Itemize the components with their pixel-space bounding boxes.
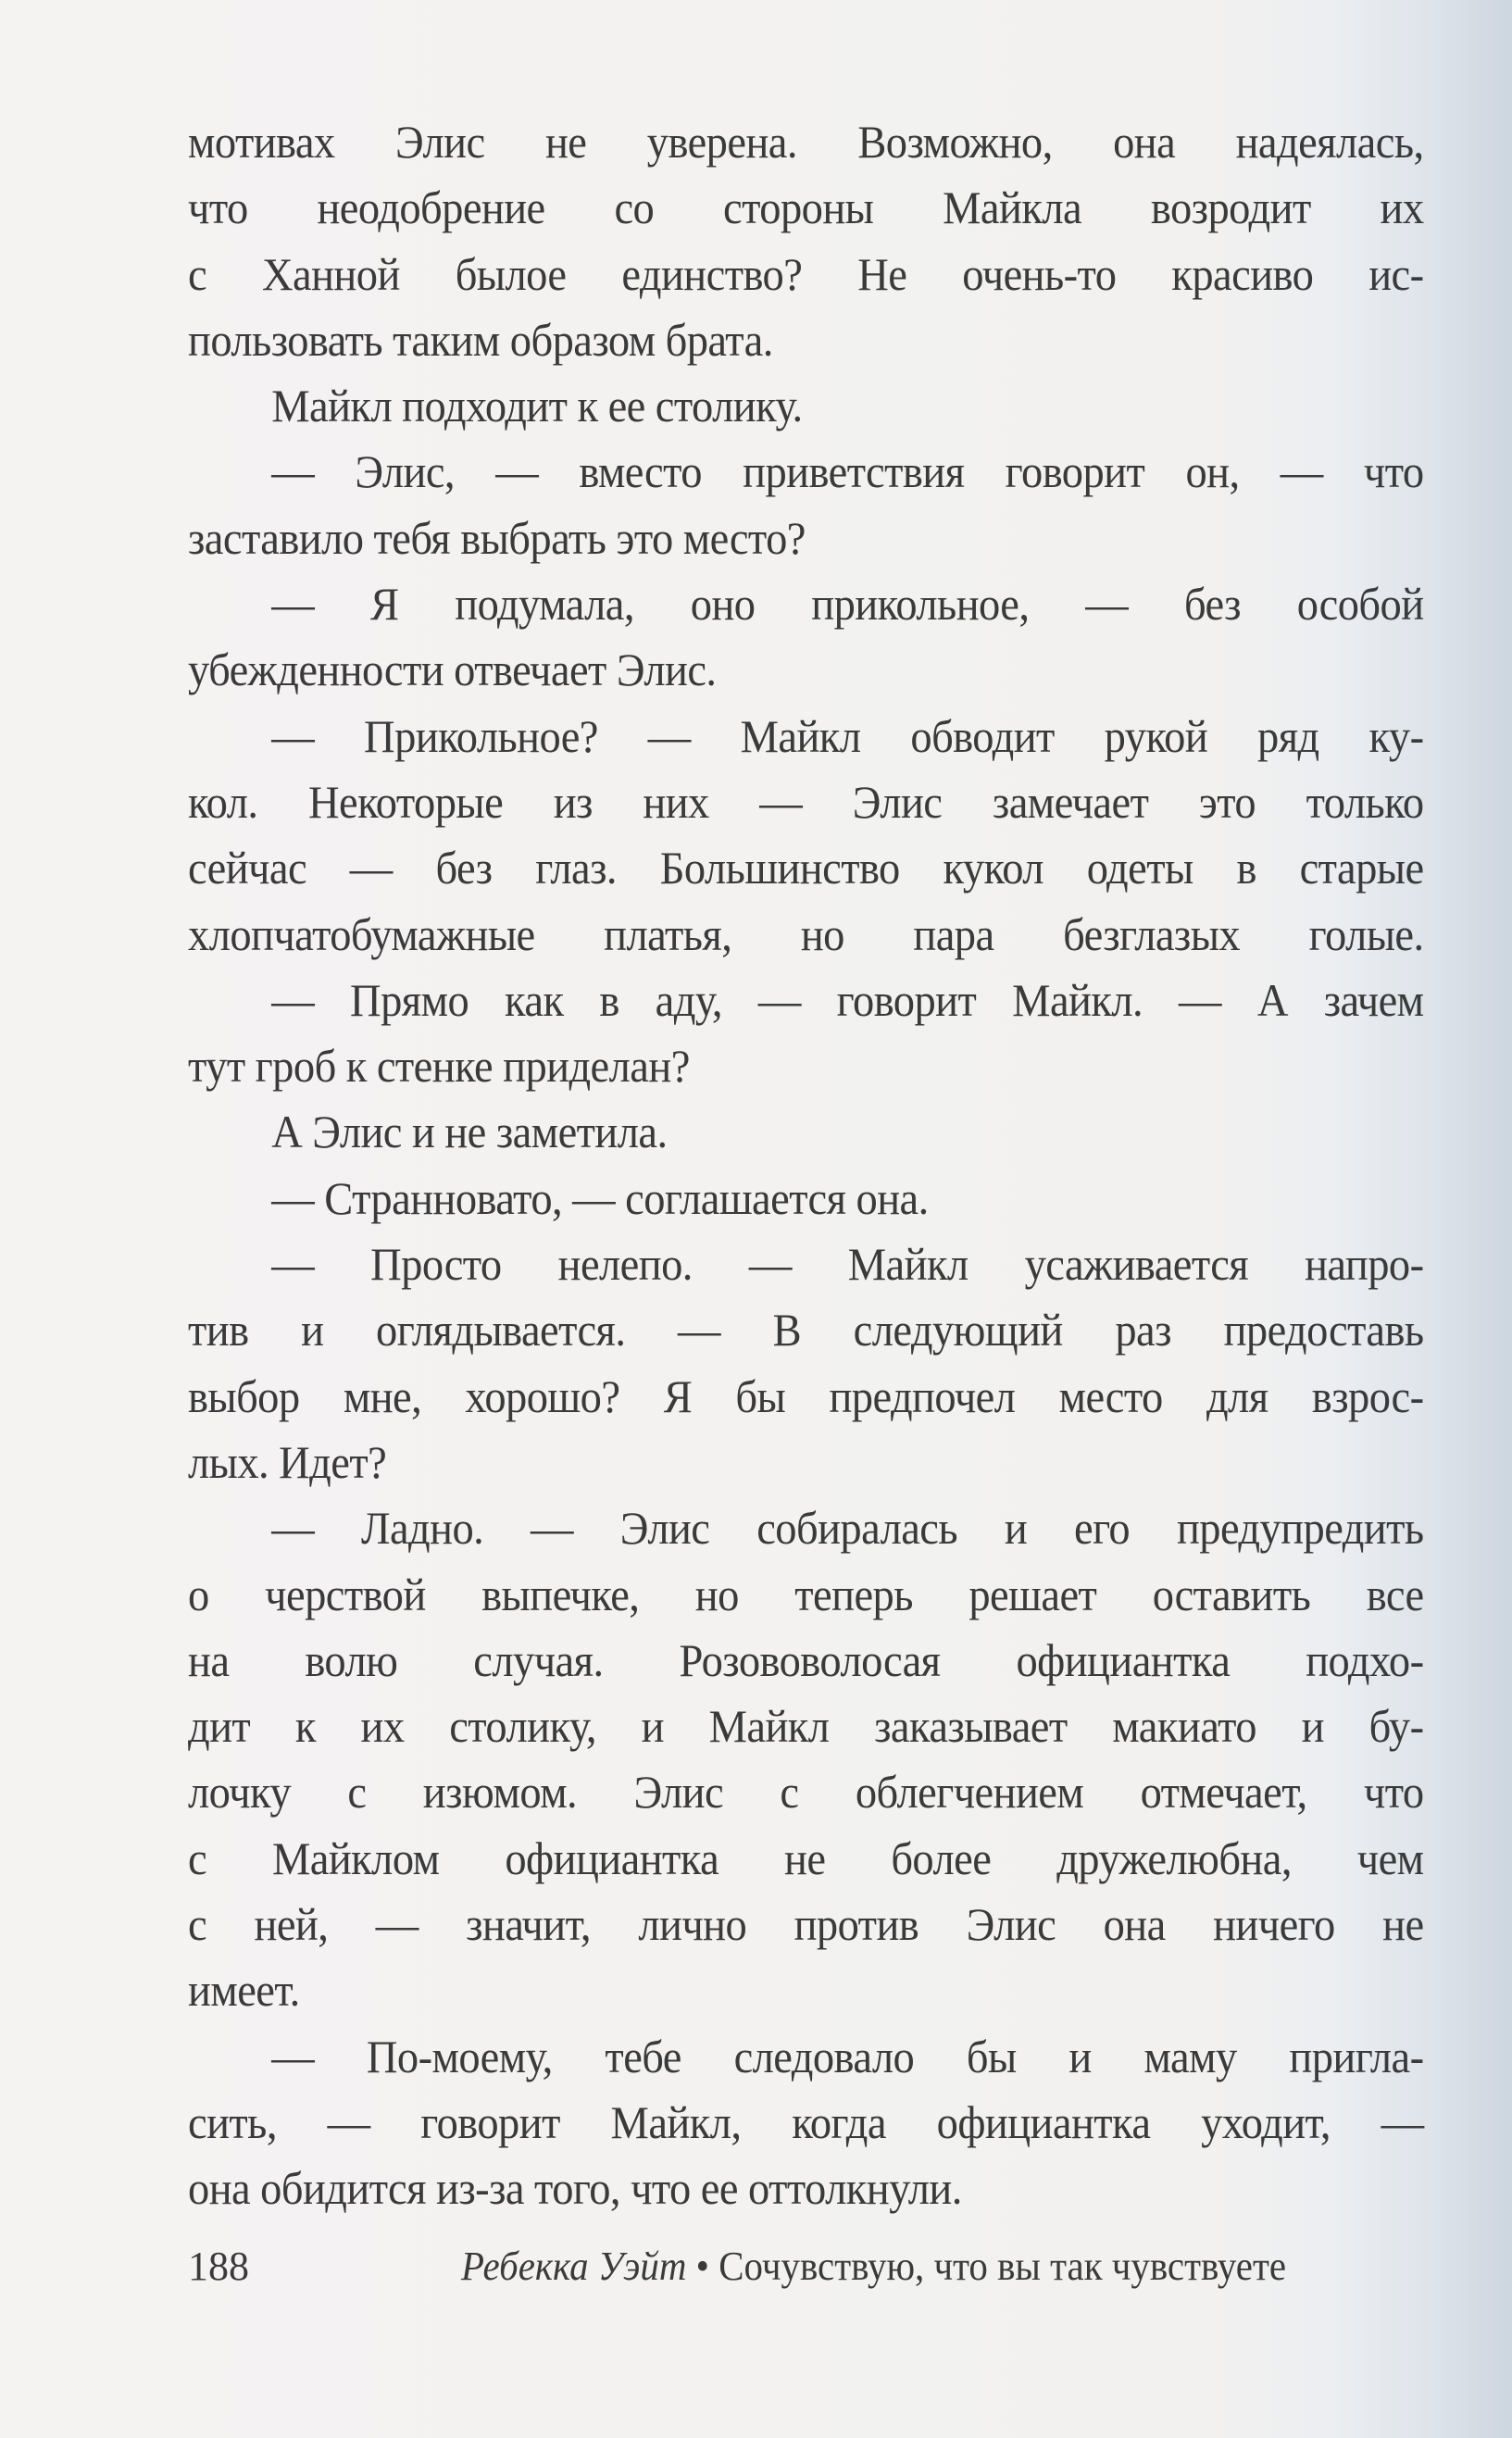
text-line: — Просто нелепо. — Майкл усаживается напро- (271, 1238, 1424, 1291)
body-text (188, 109, 1424, 2222)
text-line: с Майклом официантка не более дружелюбна, чем (188, 1832, 1424, 1884)
text-line: — Странновато, — соглашается она. (271, 1171, 929, 1224)
text-line: Майкл подходит к ее столику. (271, 380, 803, 432)
book-title: Сочувствую, что вы так чувствуете (719, 2244, 1287, 2289)
text-line: лых. Идет? (188, 1435, 387, 1488)
page-number: 188 (188, 2244, 249, 2289)
text-line: с ней, — значит, лично против Элис она ничего не (188, 1898, 1424, 1951)
author-name: Ребекка Уэйт (461, 2244, 687, 2289)
text-line: — По-моему, тебе следовало бы и маму пригла- (271, 2030, 1424, 2082)
text-line: лочку с изюмом. Элис с облегчением отмечает, что (188, 1766, 1424, 1819)
text-line: убежденности отвечает Элис. (188, 644, 717, 696)
text-line: на волю случая. Розововолосая официантка подхо- (188, 1633, 1424, 1686)
text-line: выбор мне, хорошо? Я бы предпочел место для взрос- (188, 1369, 1424, 1422)
text-line: пользовать таким образом брата. (188, 313, 773, 366)
text-line: дит к их столику, и Майкл заказывает макиато и бу- (188, 1700, 1424, 1753)
text-line: — Ладно. — Элис собиралась и его предупредить (271, 1502, 1424, 1555)
text-line: мотивах Элис не уверена. Возможно, она надеялась, (188, 116, 1424, 168)
text-line: — Прикольное? — Майкл обводит рукой ряд ку- (271, 709, 1424, 762)
text-line: — Элис, — вместо приветствия говорит он, — что (271, 445, 1424, 498)
text-line: сить, — говорит Майкл, когда официантка уходит, — (188, 2095, 1424, 2148)
text-line: кол. Некоторые из них — Элис замечает это только (188, 775, 1424, 828)
text-line: — Я подумала, оно прикольное, — без особой (271, 578, 1424, 631)
text-line: — Прямо как в аду, — говорит Майкл. — А зачем (271, 973, 1424, 1026)
text-line: сейчас — без глаз. Большинство кукол одеты в старые (188, 842, 1424, 894)
text-line: А Элис и не заметила. (271, 1106, 668, 1158)
text-line: тив и оглядывается. — В следующий раз предоставь (188, 1304, 1424, 1357)
text-line: заставило тебя выбрать это место? (188, 511, 806, 564)
text-line: она обидится из-за того, что ее оттолкнули. (188, 2162, 962, 2215)
text-line: о черствой выпечке, но теперь решает оставить все (188, 1568, 1424, 1620)
text-line: с Ханной былое единство? Не очень-то красиво ис- (188, 247, 1424, 300)
page-footer (188, 2239, 1424, 2294)
text-line: что неодобрение со стороны Майкла возродит их (188, 181, 1424, 234)
text-line: имеет. (188, 1964, 300, 2017)
separator-bullet: • (686, 2244, 719, 2289)
running-head (461, 2239, 1286, 2294)
text-line: тут гроб к стенке приделан? (188, 1040, 690, 1093)
text-line: хлопчатобумажные платья, но пара безглазых голые. (188, 907, 1424, 960)
